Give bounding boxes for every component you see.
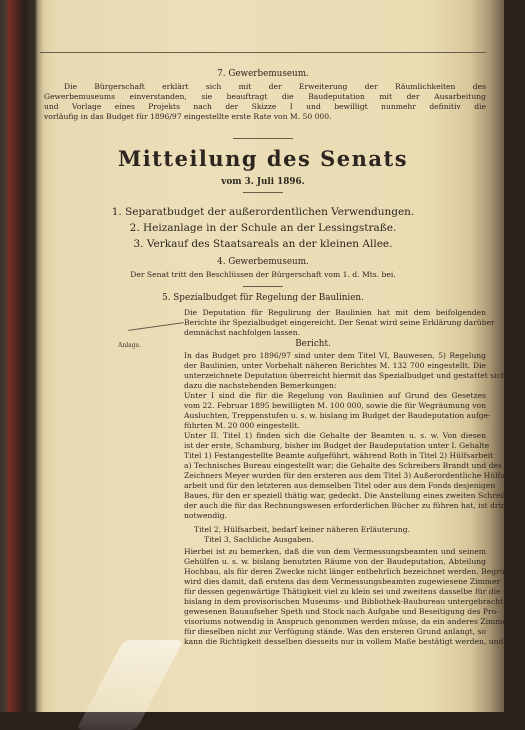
report-line: In das Budget pro 1896/97 sind unter dem Titel VI, Bauwesen, 5) Regelung xyxy=(184,351,486,360)
sec5-intro-line: Die Deputation für Regulirung der Baulinien hat mit dem beifolgenden xyxy=(184,308,486,317)
report-line: Baues, für den er speziell thätig war, gedeckt. Die Anstellung eines zweiten Schreibers, xyxy=(184,491,523,500)
report-line: führten M. 20 000 eingestellt. xyxy=(184,421,300,430)
sec7-line: Gewerbemuseums einverstanden, sie beauftragt die Baudeputation mit der Ausarbeitung xyxy=(44,92,486,101)
senate-title: Mitteilung des Senats xyxy=(117,146,409,171)
toc-item: 2. Heizanlage in der Schule an der Lessingstraße. xyxy=(129,222,397,234)
report-line: arbeit und für den letzteren aus demselben Titel oder aus dem Fonds desjenigen xyxy=(184,481,496,490)
sec7-line: vorläufig in das Budget für 1896/97 eingestellte erste Rate von M. 50 000. xyxy=(44,112,332,121)
report-line: Hochbau, als für deren Zwecke nicht länger entbehrlich bezeichnet werden. Begründet xyxy=(184,567,522,576)
header-rule xyxy=(40,52,486,53)
report-line: Gehülfen u. s. w. bislang benutzten Räume von der Baudeputation, Abteilung xyxy=(184,557,486,566)
report-line: unterzeichnete Deputation überreicht hiermit das Spezialbudget und gestattet sich xyxy=(184,371,506,380)
title-divider xyxy=(243,192,283,193)
report-line: der auch die für das Rechnungswesen erforderlichen Bücher zu führen hat, ist dringend xyxy=(184,501,525,510)
section-7-heading: 7. Gewerbemuseum. xyxy=(217,69,309,79)
toc-item: 4. Gewerbemuseum. xyxy=(217,257,309,267)
report-line: visoriums notwendig in Anspruch genommen werden müsse, da ein anderes Zimmer xyxy=(184,617,511,626)
section-divider xyxy=(243,286,283,287)
section-divider xyxy=(233,138,293,139)
report-line: Unter I sind die für die Regelung von Baulinien auf Grund des Gesetzes xyxy=(184,391,486,400)
report-line: vom 22. Februar 1895 bewilligten M. 100 000, sowie die für Wegräumung von xyxy=(184,401,486,410)
report-line: für dessen gegenwärtige Thätigkeit viel zu klein sei und zweitens dasselbe für die xyxy=(184,587,501,596)
sec7-line: Die Bürgerschaft erklärt sich mit der Erweiterung der Räumlichkeiten des xyxy=(64,82,486,91)
senate-statement: Der Senat tritt den Beschlüssen der Bürgerschaft vom 1. d. Mts. bei. xyxy=(130,270,396,279)
report-line: der Baulinien, unter Vorbehalt näheren Berichtes M. 132 700 eingestellt. Die xyxy=(184,361,486,370)
report-line: ist der erste, Schamburg, bisher im Budget der Baudeputation unter I. Gehalte xyxy=(184,441,490,450)
titel-3-line: Titel 3, Sachliche Ausgaben. xyxy=(204,535,314,544)
report-line: dazu die nachstehenden Bemerkungen: xyxy=(184,381,337,390)
sec5-intro-line: Berichte ihr Spezialbudget eingereicht. Der Senat wird seine Erklärung darüber xyxy=(184,318,495,327)
report-heading: Bericht. xyxy=(295,339,331,349)
report-line: Titel 1) Festangestellte Beamte aufgeführt, während Roth in Titel 2) Hülfsarbeit xyxy=(184,451,494,460)
sec5-intro-line: demnächst nachfolgen lassen. xyxy=(184,328,301,337)
report-line: Ausluchten, Treppenstufen u. s. w. bislang im Budget der Baudeputation aufge- xyxy=(184,411,491,420)
report-line: Hierbei ist zu bemerken, daß die von dem Vermessungsbeamten und seinem xyxy=(184,547,486,556)
report-line: gewesenen Bauaufseher Speth und Stock nach Aufgabe und Beseitigung des Pro- xyxy=(184,607,499,616)
margin-note-anlage: Anlage. xyxy=(118,342,141,349)
toc-item: 1. Separatbudget der außerordentlichen Verwendungen. xyxy=(111,206,415,218)
report-line: kann die Richtigkeit desselben diesseits nur in vollem Maße bestätigt werden, und xyxy=(184,637,504,646)
titel-2-line: Titel 2, Hülfsarbeit, bedarf keiner näheren Erläuterung. xyxy=(194,525,411,534)
report-line: a) Technisches Bureau eingestellt war; die Gehalte des Schreibers Brandt und des xyxy=(184,461,502,470)
report-line: notwendig. xyxy=(184,511,227,520)
document-paper xyxy=(38,10,525,712)
sec7-line: und Vorlage eines Projekts nach der Skizze I und bewilligt nunmehr definitiv die xyxy=(44,102,486,111)
report-line: für dieselben nicht zur Verfügung stände. Was den ersteren Grund anlangt, so xyxy=(184,627,486,636)
report-line: bislang in dem provisorischen Museums- und Bibliothek-Baubureau untergebracht xyxy=(184,597,504,606)
toc-item: 3. Verkauf des Staatsareals an der kleinen Allee. xyxy=(133,238,393,250)
report-line: wird dies damit, daß erstens das dem Vermessungsbeamten zugewiesene Zimmer xyxy=(184,577,501,586)
pencil-mark xyxy=(128,322,184,331)
report-line: Zeichners Meyer wurden für den ersteren aus dem Titel 3) Außerordentliche Hülfs- xyxy=(184,471,507,480)
section-5-heading: 5. Spezialbudget für Regelung der Baulinien. xyxy=(162,293,364,303)
senate-date: vom 3. Juli 1896. xyxy=(221,177,305,187)
report-line: Unter II. Titel 1) finden sich die Gehalte der Beamten u. s. w. Von diesen xyxy=(184,431,486,440)
